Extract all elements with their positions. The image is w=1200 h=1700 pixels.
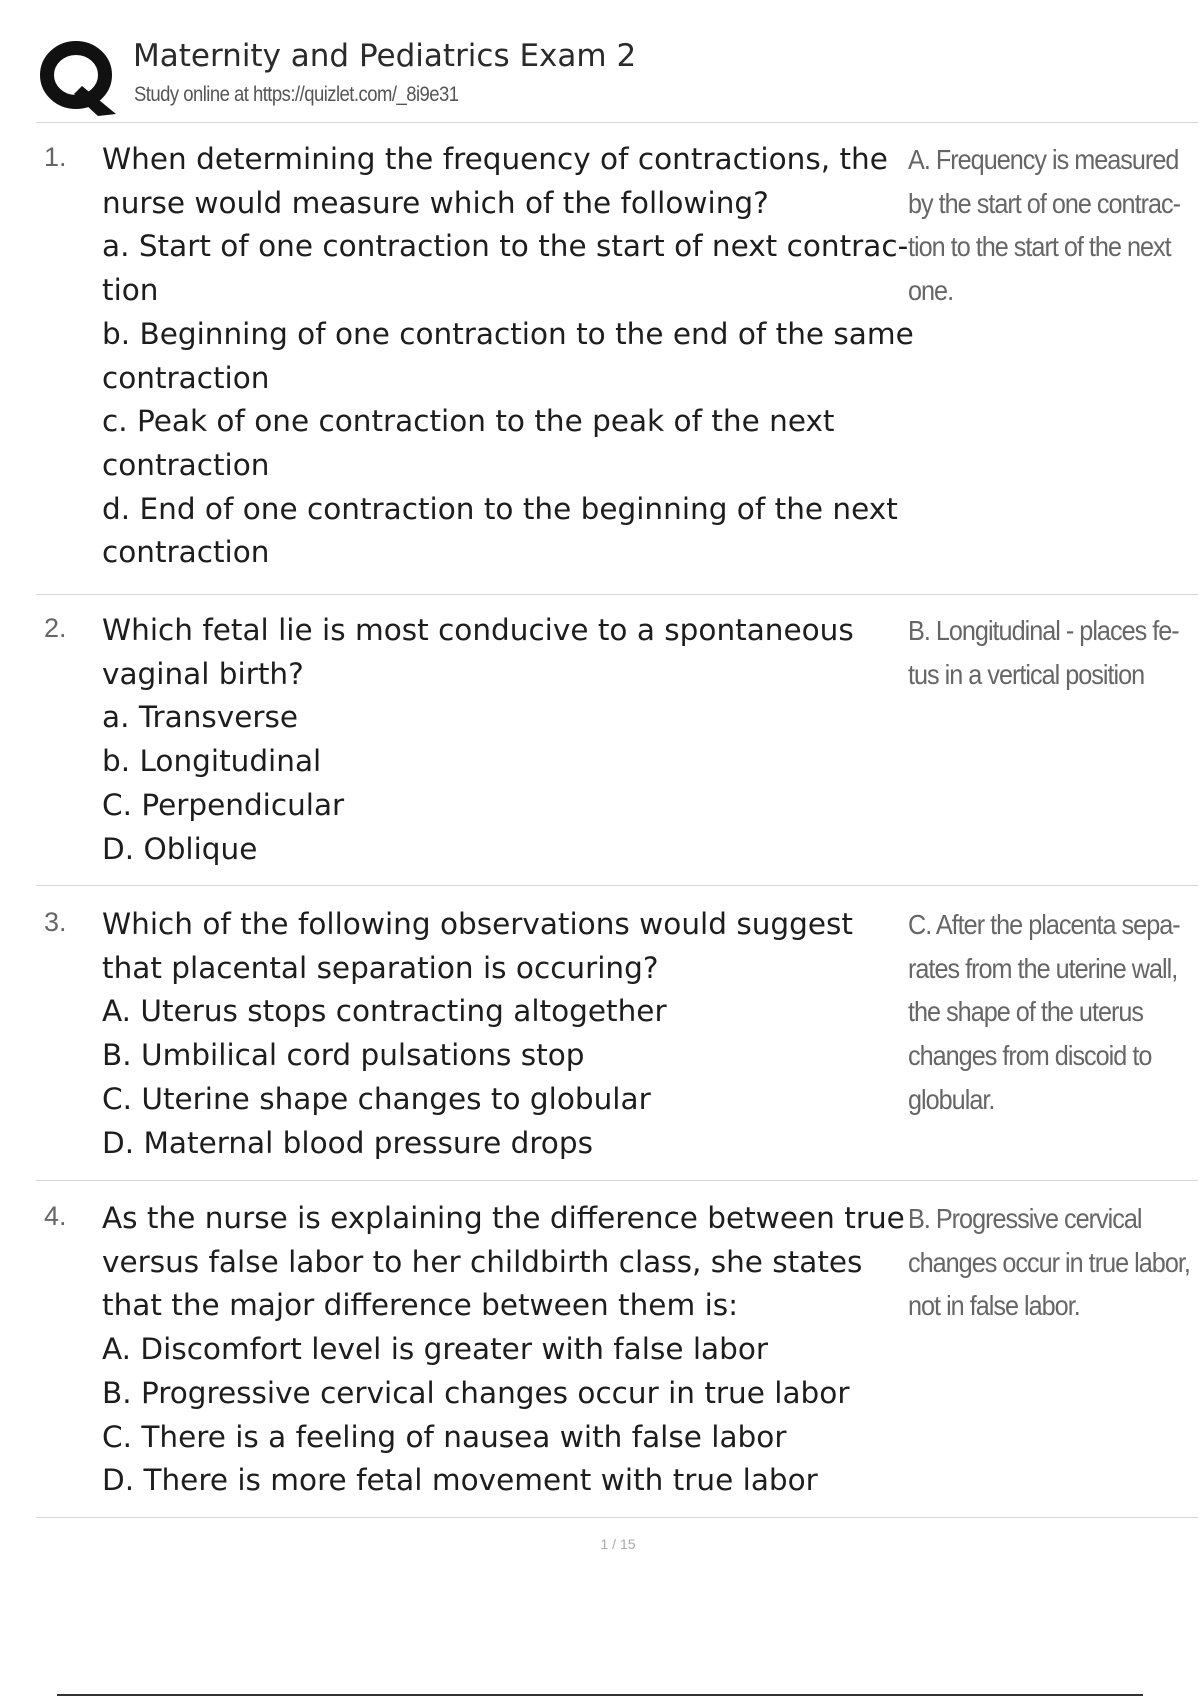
question-line: contraction [102,360,270,395]
answer-line: B. Longitudinal - places fe- [908,615,1179,646]
answer-text [908,1197,1198,1328]
card-number: 1. [44,142,67,172]
question-line: c. Peak of one contraction to the peak of the next [102,404,835,439]
question-line: nurse would measure which of the following? [102,185,769,220]
answer-line: changes from discoid to [908,1040,1152,1072]
question-line: As the nurse is explaining the difference between true [102,1201,905,1235]
quizlet-logo-icon [36,36,120,118]
answer-line: B. Progressive cervical [908,1203,1142,1234]
question-line: a. Transverse [102,700,299,735]
answer-line: tion to the start of the next [908,231,1171,263]
question-line: B. Umbilical cord pulsations stop [102,1038,585,1073]
question-line: D. Maternal blood pressure drops [102,1125,593,1160]
question-line: that placental separation is occuring? [102,950,659,985]
question-line: a. Start of one contraction to the start of next contrac- [102,229,909,264]
answer-line: rates from the uterine wall, [908,952,1178,984]
question-line: D. Oblique [102,831,258,866]
answer-line: globular. [908,1083,995,1115]
question-line: vaginal birth? [102,656,304,691]
answer-line: changes occur in true labor, [908,1246,1190,1278]
answer-line: one. [908,275,954,307]
question-line: versus false labor to her childbirth class, she states [102,1244,863,1279]
document-header [36,36,1198,123]
answer-line: the shape of the uterus [908,996,1144,1028]
flashcard-3 [36,903,1198,1181]
question-line: b. Longitudinal [102,744,322,779]
answer-line: C. After the placenta sepa- [908,909,1180,940]
question-line: Which of the following observations would suggest [102,907,853,941]
page-number: 1 / 15 [600,1536,636,1552]
answer-line: tus in a vertical position [908,658,1145,690]
question-line: Which fetal lie is most conducive to a spontaneous [102,613,854,647]
answer-text [908,609,1198,696]
bottom-divider [57,1694,1143,1696]
answer-line: A. Frequency is measured [908,144,1179,175]
question-line: When determining the frequency of contractions, the [102,142,888,176]
answer-line: not in false labor. [908,1290,1080,1322]
card-number: 2. [44,613,67,643]
question-line: contraction [102,535,270,570]
answer-text [908,903,1198,1122]
question-line: d. End of one contraction to the beginning of the next [102,491,898,526]
card-number: 4. [44,1201,67,1231]
answer-text [908,138,1198,313]
question-line: C. Uterine shape changes to globular [102,1081,651,1116]
flashcard-1 [36,138,1198,595]
question-line: A. Uterus stops contracting altogether [102,994,667,1029]
question-line: C. Perpendicular [102,787,345,822]
question-line: B. Progressive cervical changes occur in true labor [102,1375,850,1410]
question-text [102,903,947,1165]
question-line: that the major difference between them is: [102,1288,739,1323]
answer-line: by the start of one contrac- [908,187,1181,219]
question-text [102,609,947,871]
question-text [102,138,947,575]
flashcard-2 [36,609,1198,886]
study-online-link[interactable]: Study online at https://quizlet.com/_8i9e31 [134,83,459,106]
question-line: A. Discomfort level is greater with false labor [102,1332,769,1367]
question-text [102,1197,947,1503]
flashcard-4 [36,1197,1198,1518]
question-line: b. Beginning of one contraction to the end of the same [102,316,914,351]
question-line: tion [102,273,159,308]
question-line: D. There is more fetal movement with true labor [102,1463,818,1498]
question-line: C. There is a feeling of nausea with false labor [102,1419,787,1454]
card-number: 3. [44,907,67,937]
document-title: Maternity and Pediatrics Exam 2 [133,38,637,74]
question-line: contraction [102,447,270,482]
